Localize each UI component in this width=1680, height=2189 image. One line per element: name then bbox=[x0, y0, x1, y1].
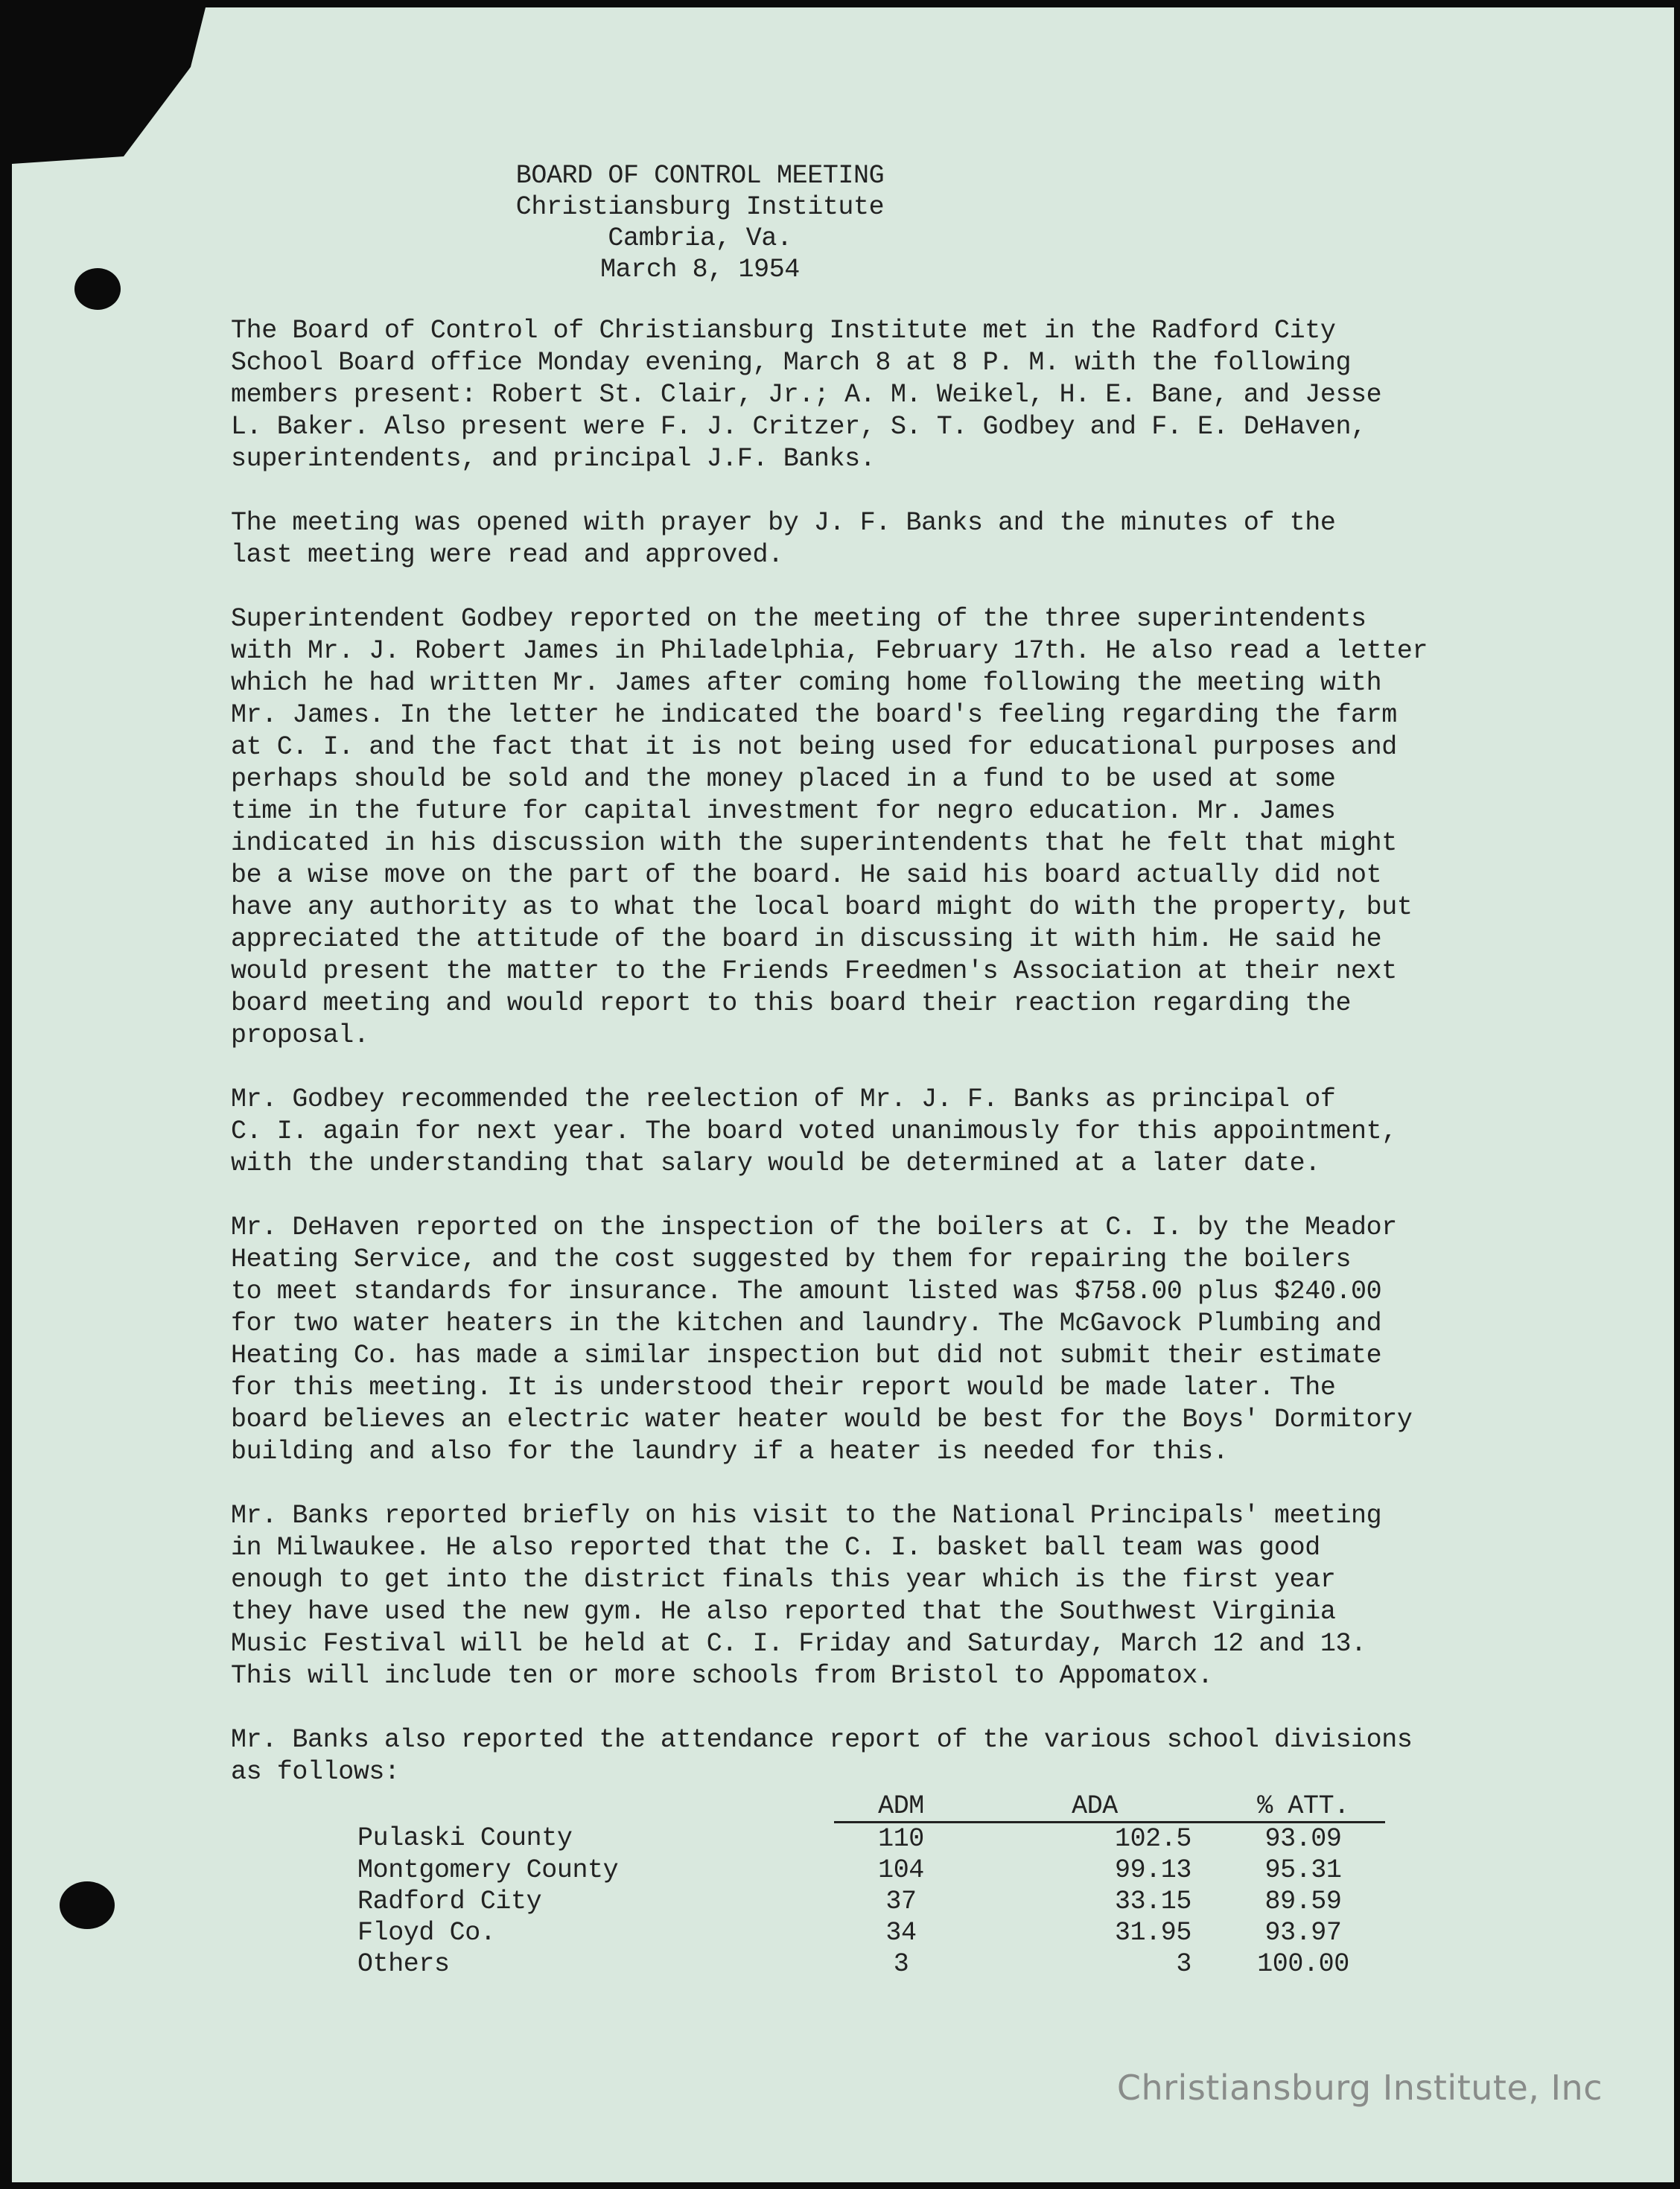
attendance-intro: Mr. Banks also reported the attendance report of the various school divisions as follows: bbox=[231, 1725, 1413, 1787]
header-att: % ATT. bbox=[1221, 1793, 1385, 1823]
adm-value: 34 bbox=[885, 1918, 917, 1948]
att-value: 89.59 bbox=[1264, 1887, 1342, 1916]
adm-value: 110 bbox=[878, 1824, 924, 1854]
adm-value: 3 bbox=[893, 1949, 909, 1979]
division-name: Floyd Co. bbox=[357, 1918, 496, 1948]
paragraph-attendees: The Board of Control of Christiansburg Institute met in the Radford City School Board office Monday evening, March 8 at 8 P. M. with the following members present: Robert St. Clair, Jr.; A. M. Weikel, H. E. Bane, and Jesse L. Baker. Also present were F. J. Critzer, S. T. Godbey and F. E. DeHaven, superintendents, and principal J.F. Banks. bbox=[231, 316, 1382, 474]
att-value: 93.09 bbox=[1264, 1824, 1342, 1854]
table-row bbox=[357, 1823, 1385, 1855]
att-value: 95.31 bbox=[1264, 1855, 1342, 1885]
table-row bbox=[357, 1948, 1385, 1980]
adm-value: 104 bbox=[878, 1855, 924, 1885]
paragraph-opening: The meeting was opened with prayer by J. F. Banks and the minutes of the last meeting were read and approved. bbox=[231, 508, 1336, 570]
att-value: 100.00 bbox=[1257, 1949, 1349, 1979]
division-name: Others bbox=[357, 1949, 450, 1979]
ada-value: 3 bbox=[1176, 1949, 1191, 1979]
adm-value: 37 bbox=[885, 1887, 917, 1916]
document-header bbox=[231, 160, 1169, 285]
paragraph-reelection: Mr. Godbey recommended the reelection of Mr. J. F. Banks as principal of C. I. again for next year. The board voted unanimously for this appointment, with the understanding that salary would be determined at a later date. bbox=[231, 1084, 1397, 1178]
header-institution: Christiansburg Institute bbox=[515, 192, 885, 222]
header-location: Cambria, Va. bbox=[608, 223, 792, 253]
ada-value: 33.15 bbox=[1114, 1887, 1191, 1916]
division-name: Pulaski County bbox=[357, 1823, 573, 1854]
paragraph-banks-report: Mr. Banks reported briefly on his visit to the National Principals' meeting in Milwaukee. He also reported that the C. I. basket ball team was good enough to get into the district finals this year which is the first year they have used the new gym. He also reported that the Southwest Virginia Music Festival will be held at C. I. Friday and Saturday, March 12 and 13. This will include ten or more schools from Bristol to Appomatox. bbox=[231, 1501, 1382, 1691]
ada-value: 31.95 bbox=[1114, 1918, 1191, 1948]
punch-hole-bottom bbox=[60, 1881, 115, 1929]
header-date: March 8, 1954 bbox=[600, 255, 800, 285]
attendance-header-row bbox=[357, 1793, 1385, 1823]
punch-hole-top bbox=[74, 268, 121, 310]
ada-value: 99.13 bbox=[1114, 1855, 1191, 1885]
ada-value: 102.5 bbox=[1114, 1824, 1191, 1854]
division-name: Radford City bbox=[357, 1887, 542, 1916]
table-row bbox=[357, 1855, 1385, 1886]
watermark: Christiansburg Institute, Inc bbox=[1116, 2068, 1603, 2108]
paragraph-godbey-report: Superintendent Godbey reported on the meeting of the three superintendents with Mr. J. Robert James in Philadelphia, February 17th. He also read a letter which he had written Mr. James after coming home following the meeting with Mr. James. In the letter he indicated the board's feeling regarding the farm at C. I. and the fact that it is not being used for educational purposes and perhaps should be sold and the money placed in a fund to be used at some time in the future for capital investment for negro education. Mr. James indicated in his discussion with the superintendents that he felt that might be a wise move on the part of the board. He said his board actually did not have any authority as to what the local board might do with the property, but appreciated the attitude of the board in discussing it with him. He said he would present the matter to the Friends Freedmen's Association at their next board meeting and would report to this board their reaction regarding the proposal. bbox=[231, 604, 1428, 1050]
division-name: Montgomery County bbox=[357, 1855, 619, 1885]
header-division bbox=[357, 1793, 834, 1823]
table-row bbox=[357, 1917, 1385, 1948]
document-body bbox=[231, 160, 1527, 1980]
att-value: 93.97 bbox=[1264, 1918, 1342, 1948]
paragraph-boilers: Mr. DeHaven reported on the inspection of the boilers at C. I. by the Meador Heating Service, and the cost suggested by them for repairing the boilers to meet standards for insurance. The amount listed was $758.00 plus $240.00 for two water heaters in the kitchen and laundry. The McGavock Plumbing and Heating Co. has made a similar inspection but did not submit their estimate for this meeting. It is understood their report would be made later. The board believes an electric water heater would be best for the Boys' Dormitory building and also for the laundry if a heater is needed for this. bbox=[231, 1213, 1413, 1467]
header-title: BOARD OF CONTROL MEETING bbox=[515, 161, 885, 191]
table-row bbox=[357, 1886, 1385, 1917]
header-ada: ADA bbox=[968, 1793, 1221, 1823]
header-adm: ADM bbox=[834, 1793, 968, 1823]
attendance-table bbox=[357, 1793, 1385, 1980]
